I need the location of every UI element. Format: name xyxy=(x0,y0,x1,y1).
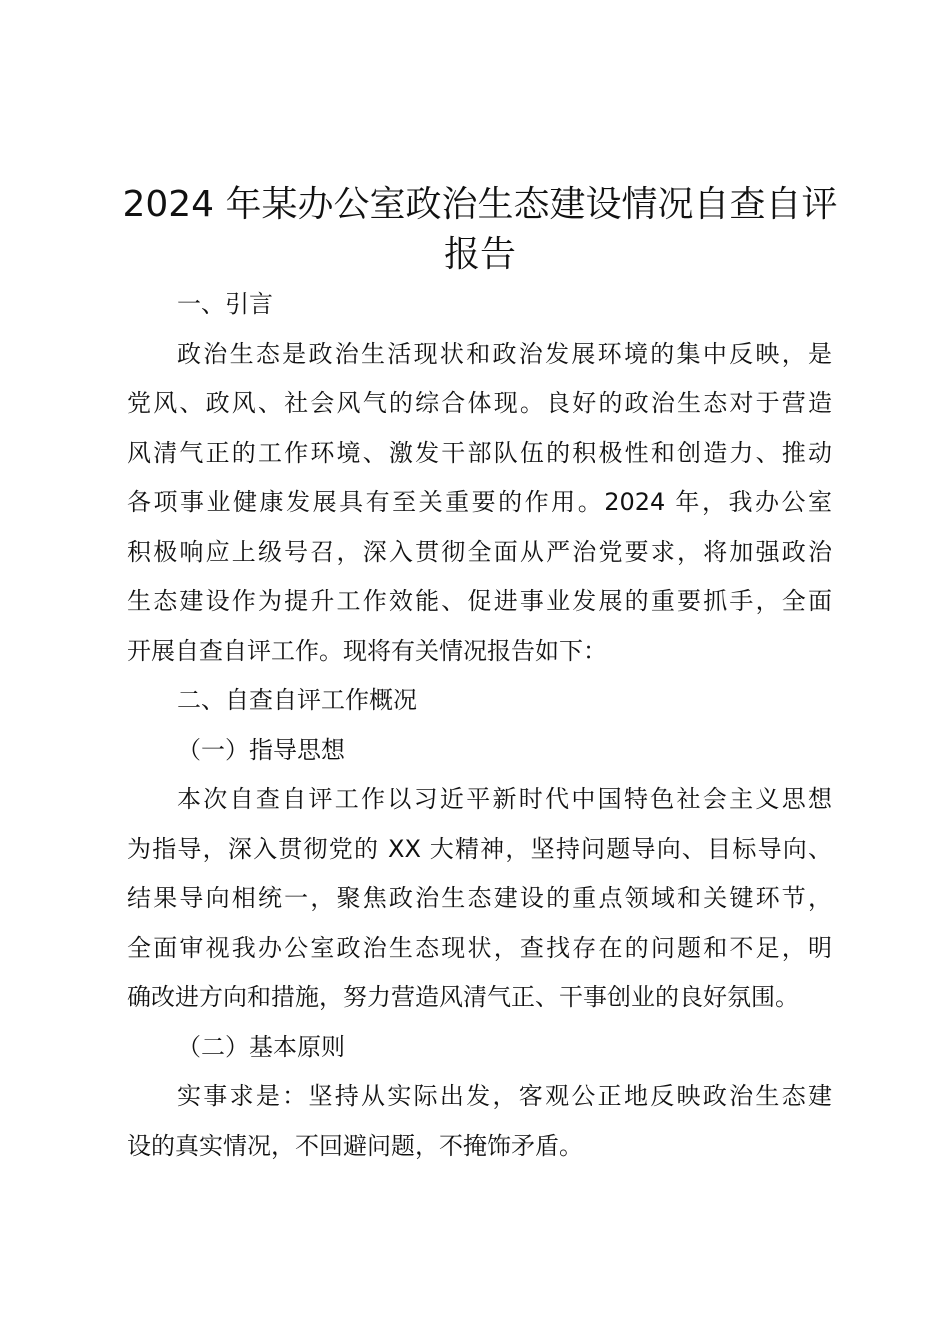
paragraph-line: 积极响应上级号召，深入贯彻全面从严治党要求，将加强政治 xyxy=(127,537,832,566)
paragraph-line: 政治生态是政治生活现状和政治发展环境的集中反映，是 xyxy=(177,339,832,368)
paragraph-line: 风清气正的工作环境、激发干部队伍的积极性和创造力、推动 xyxy=(127,438,832,467)
paragraph-line: 全面审视我办公室政治生态现状，查找存在的问题和不足，明 xyxy=(127,933,832,962)
paragraph-line: 实事求是：坚持从实际出发，客观公正地反映政治生态建 xyxy=(177,1082,832,1110)
section-heading-intro: 一、引言 xyxy=(177,290,273,318)
paragraph-line: 本次自查自评工作以习近平新时代中国特色社会主义思想 xyxy=(177,785,832,813)
paragraph-line: 生态建设作为提升工作效能、促进事业发展的重要抓手，全面 xyxy=(127,587,832,615)
subsection-heading-basic-principles: （二）基本原则 xyxy=(177,1032,345,1061)
paragraph-line: 结果导向相统一，聚焦政治生态建设的重点领域和关键环节， xyxy=(127,884,832,912)
paragraph-line: 党风、政风、社会风气的综合体现。良好的政治生态对于营造 xyxy=(127,389,832,417)
paragraph-line: 设的真实情况，不回避问题，不掩饰矛盾。 xyxy=(127,1131,583,1160)
document-title-line-1: 2024 年某办公室政治生态建设情况自查自评 xyxy=(122,184,838,225)
section-heading-overview: 二、自查自评工作概况 xyxy=(177,686,417,714)
paragraph-line: 确改进方向和措施，努力营造风清气正、干事创业的良好氛围。 xyxy=(127,983,799,1011)
paragraph-line: 开展自查自评工作。现将有关情况报告如下： xyxy=(127,636,607,665)
document-body xyxy=(127,280,832,1171)
document-title-line-2: 报告 xyxy=(443,234,516,275)
paragraph-line: 为指导，深入贯彻党的 XX 大精神，坚持问题导向、目标导向、 xyxy=(127,834,832,863)
subsection-heading-guiding-thought: （一）指导思想 xyxy=(177,735,345,764)
paragraph-line: 各项事业健康发展具有至关重要的作用。2024 年，我办公室 xyxy=(127,488,832,516)
